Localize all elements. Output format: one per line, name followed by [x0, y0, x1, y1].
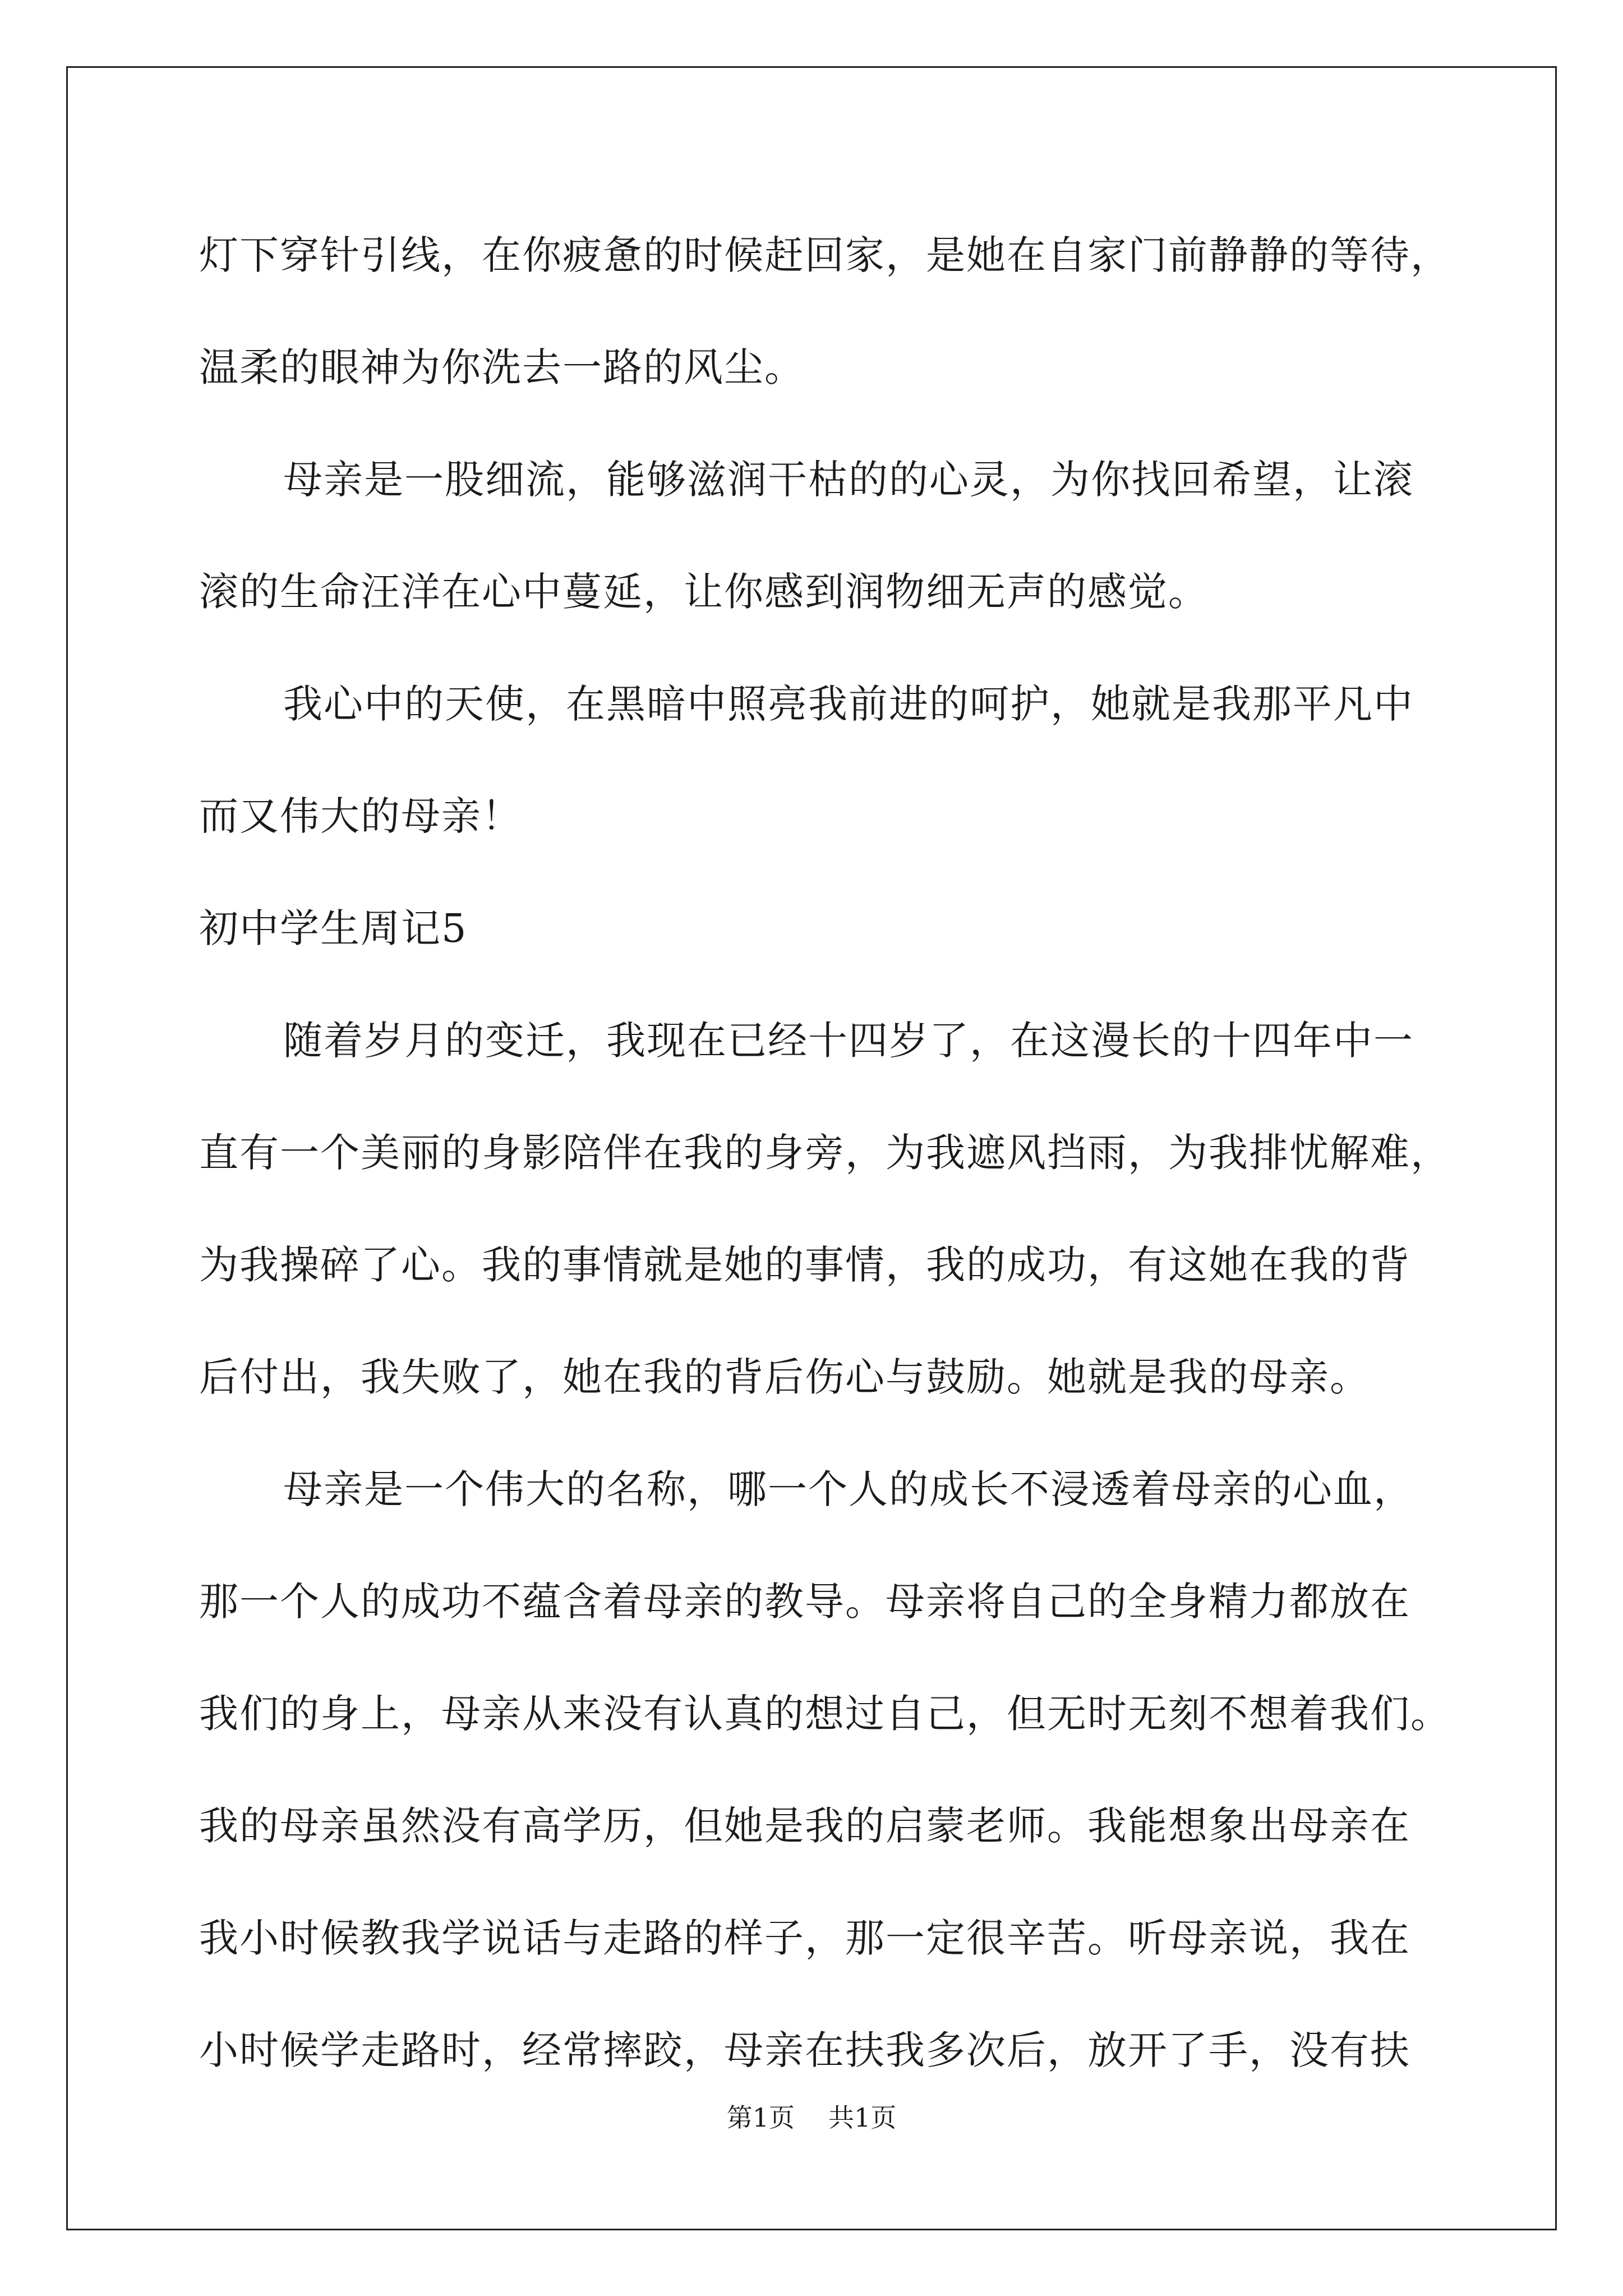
text-line: 小时候学走路时，经常摔跤，母亲在扶我多次后，放开了手，没有扶 [199, 2027, 1410, 2073]
text-line: 我的母亲虽然没有高学历，但她是我的启蒙老师。我能想象出母亲在 [199, 1803, 1410, 1849]
text-line: 那一个人的成功不蕴含着母亲的教导。母亲将自己的全身精力都放在 [199, 1579, 1410, 1625]
text-line: 为我操碎了心。我的事情就是她的事情，我的成功，有这她在我的背 [199, 1242, 1410, 1288]
paragraph-start-line: 我心中的天使，在黑暗中照亮我前进的呵护，她就是我那平凡中 [283, 681, 1414, 727]
text-line: 直有一个美丽的身影陪伴在我的身旁，为我遮风挡雨，为我排忧解难， [199, 1130, 1451, 1176]
page-number-current: 第1页 [726, 2102, 795, 2133]
page-number-total: 共1页 [828, 2102, 897, 2133]
text-line: 我们的身上，母亲从来没有认真的想过自己，但无时无刻不想着我们。 [199, 1691, 1451, 1737]
paragraph-start-line: 随着岁月的变迁，我现在已经十四岁了，在这漫长的十四年中一 [283, 1018, 1414, 1064]
text-line: 温柔的眼神为你洗去一路的风尘。 [199, 344, 805, 390]
text-line: 我小时候教我学说话与走路的样子，那一定很辛苦。听母亲说，我在 [199, 1915, 1410, 1961]
text-line: 后付出，我失败了，她在我的背后伤心与鼓励。她就是我的母亲。 [199, 1354, 1370, 1400]
paragraph-start-line: 母亲是一股细流，能够滋润干枯的的心灵，为你找回希望，让滚 [283, 457, 1414, 503]
section-heading: 初中学生周记5 [199, 905, 468, 951]
text-line: 而又伟大的母亲！ [199, 793, 522, 839]
page-footer [0, 2101, 1623, 2134]
document-body [199, 199, 1450, 2106]
text-line: 滚的生命汪洋在心中蔓延，让你感到润物细无声的感觉。 [199, 569, 1209, 615]
text-line: 灯下穿针引线，在你疲惫的时候赶回家，是她在自家门前静静的等待， [199, 232, 1451, 278]
paragraph-start-line: 母亲是一个伟大的名称，哪一个人的成长不浸透着母亲的心血， [283, 1466, 1414, 1512]
